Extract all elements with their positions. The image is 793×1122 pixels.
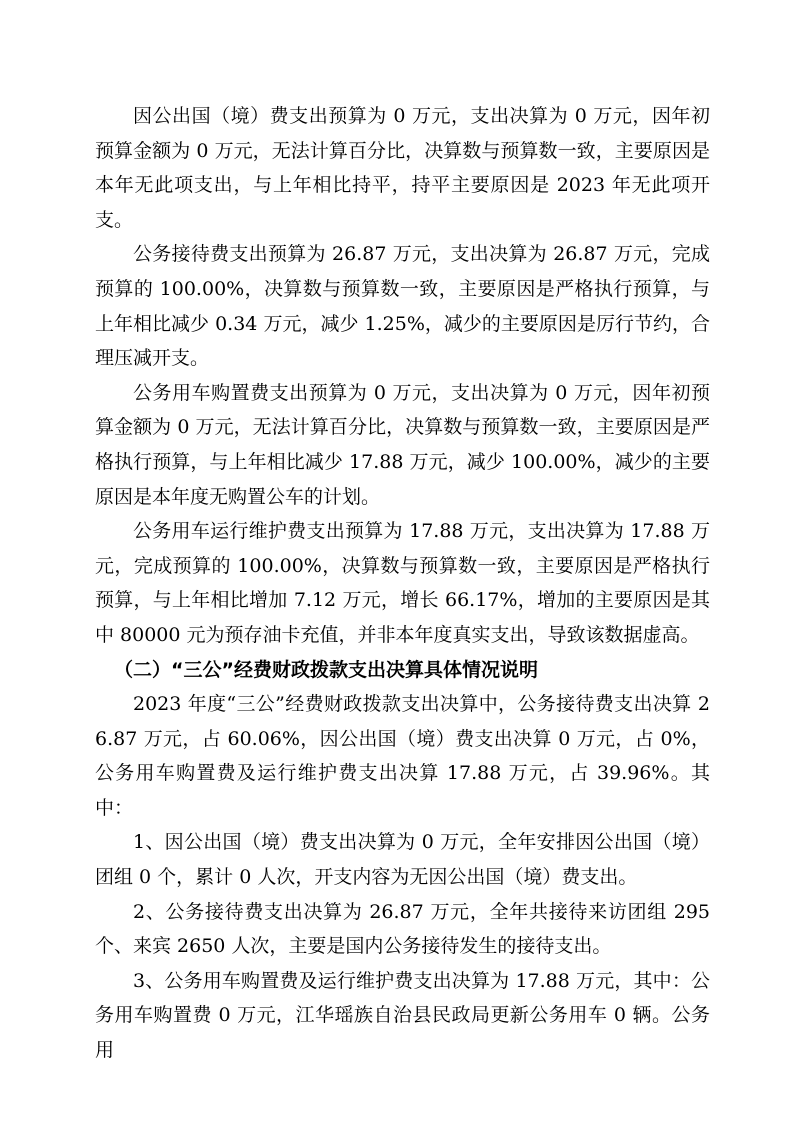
paragraph-summary: 2023 年度“三公”经费财政拨款支出决算中，公务接待费支出决算 26.87 万元，占 60.06%，因公出国（境）费支出决算 0 万元，占 0%，公务用车购置费及运行维护费支出决算 17.88 万元，占 39.96%。其中： xyxy=(95,693,710,819)
list-item-vehicles: 3、公务用车购置费及运行维护费支出决算为 17.88 万元，其中：公务用车购置费 0 万元，江华瑶族自治县民政局更新公务用车 0 辆。公务用 xyxy=(95,969,710,1062)
paragraph-official-reception: 公务接待费支出预算为 26.87 万元，支出决算为 26.87 万元，完成预算的 100.00%，决算数与预算数一致，主要原因是严格执行预算，与上年相比减少 0.34 万元，减少 1.25%，减少的主要原因是厉行节约，合理压减开支。 xyxy=(95,243,710,370)
paragraph-vehicle-maintenance: 公务用车运行维护费支出预算为 17.88 万元，支出决算为 17.88 万元，完成预算的 100.00%，决算数与预算数一致，主要原因是严格执行预算，与上年相比增加 7.12 万元，增长 66.17%，增加的主要原因是其中 80000 元为预存油卡充值，并非本年度真实支出，导致该数据虚高。 xyxy=(95,520,710,646)
section-heading: （二）“三公”经费财政拨款支出决算具体情况说明 xyxy=(114,658,538,681)
document-body xyxy=(95,99,710,1068)
list-item-reception: 2、公务接待费支出决算为 26.87 万元，全年共接待来访团组 295 个、来宾 2650 人次，主要是国内公务接待发生的接待支出。 xyxy=(95,900,710,958)
paragraph-overseas-travel: 因公出国（境）费支出预算为 0 万元，支出决算为 0 万元，因年初预算金额为 0 万元，无法计算百分比，决算数与预算数一致，主要原因是本年无此项支出，与上年相比持平，持平主要原因是 2023 年无此项开支。 xyxy=(95,105,710,231)
paragraph-vehicle-purchase: 公务用车购置费支出预算为 0 万元，支出决算为 0 万元，因年初预算金额为 0 万元，无法计算百分比，决算数与预算数一致，主要原因是严格执行预算，与上年相比减少 17.88 万元，减少 100.00%，减少的主要原因是本年度无购置公车的计划。 xyxy=(95,381,710,508)
list-item-overseas-travel: 1、因公出国（境）费支出决算为 0 万元，全年安排因公出国（境）团组 0 个，累计 0 人次，开支内容为无因公出国（境）费支出。 xyxy=(95,831,710,889)
